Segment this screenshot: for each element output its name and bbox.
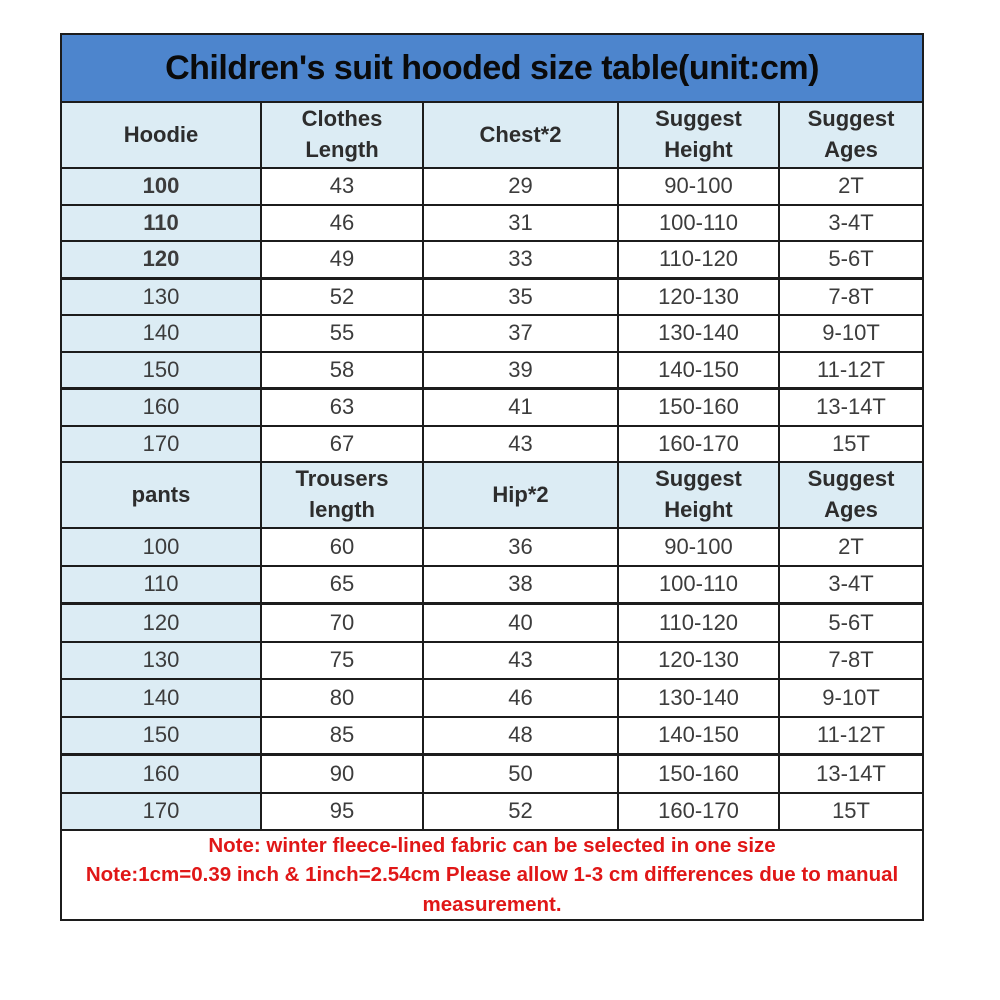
ages-cell: 2T	[779, 528, 923, 566]
length-cell: 67	[261, 426, 423, 463]
hip-cell: 43	[423, 642, 618, 680]
hoodie-header-row	[61, 102, 923, 168]
header-hoodie: Hoodie	[61, 102, 261, 168]
ages-cell: 5-6T	[779, 604, 923, 642]
size-chart	[60, 33, 922, 921]
ages-cell: 11-12T	[779, 352, 923, 389]
hip-cell: 36	[423, 528, 618, 566]
size-table	[60, 33, 924, 921]
chest-cell: 31	[423, 205, 618, 242]
pants-row-100	[61, 528, 923, 566]
size-cell: 100	[61, 528, 261, 566]
note-row	[61, 830, 923, 920]
header-trousers-length: Trousers length	[261, 462, 423, 528]
header-suggest-height: Suggest Height	[618, 462, 779, 528]
ages-cell: 15T	[779, 793, 923, 831]
header-suggest-ages: Suggest Ages	[779, 102, 923, 168]
size-cell: 150	[61, 717, 261, 755]
page-title: Children's suit hooded size table(unit:cm)	[61, 34, 923, 102]
pants-row-150	[61, 717, 923, 755]
height-cell: 110-120	[618, 604, 779, 642]
pants-row-140	[61, 679, 923, 717]
chest-cell: 41	[423, 389, 618, 426]
size-cell: 160	[61, 389, 261, 426]
height-cell: 140-150	[618, 352, 779, 389]
chest-cell: 39	[423, 352, 618, 389]
size-cell: 140	[61, 315, 261, 352]
height-cell: 90-100	[618, 168, 779, 205]
pants-row-130	[61, 642, 923, 680]
hoodie-row-170	[61, 426, 923, 463]
size-cell: 120	[61, 241, 261, 278]
hoodie-row-100	[61, 168, 923, 205]
height-cell: 160-170	[618, 793, 779, 831]
length-cell: 43	[261, 168, 423, 205]
ages-cell: 9-10T	[779, 679, 923, 717]
ages-cell: 3-4T	[779, 566, 923, 604]
ages-cell: 7-8T	[779, 642, 923, 680]
length-cell: 70	[261, 604, 423, 642]
header-hip: Hip*2	[423, 462, 618, 528]
chest-cell: 33	[423, 241, 618, 278]
ages-cell: 15T	[779, 426, 923, 463]
hip-cell: 38	[423, 566, 618, 604]
length-cell: 63	[261, 389, 423, 426]
ages-cell: 11-12T	[779, 717, 923, 755]
pants-row-160	[61, 755, 923, 793]
size-cell: 130	[61, 642, 261, 680]
pants-row-170	[61, 793, 923, 831]
length-cell: 55	[261, 315, 423, 352]
size-cell: 140	[61, 679, 261, 717]
length-cell: 75	[261, 642, 423, 680]
size-cell: 100	[61, 168, 261, 205]
pants-row-120	[61, 604, 923, 642]
chest-cell: 29	[423, 168, 618, 205]
header-suggest-height: Suggest Height	[618, 102, 779, 168]
hip-cell: 46	[423, 679, 618, 717]
height-cell: 100-110	[618, 205, 779, 242]
hoodie-row-140	[61, 315, 923, 352]
height-cell: 140-150	[618, 717, 779, 755]
length-cell: 49	[261, 241, 423, 278]
size-cell: 120	[61, 604, 261, 642]
ages-cell: 2T	[779, 168, 923, 205]
size-cell: 110	[61, 566, 261, 604]
header-suggest-ages: Suggest Ages	[779, 462, 923, 528]
length-cell: 58	[261, 352, 423, 389]
hoodie-row-110	[61, 205, 923, 242]
chest-cell: 43	[423, 426, 618, 463]
notes-block	[61, 830, 923, 920]
header-pants: pants	[61, 462, 261, 528]
height-cell: 130-140	[618, 679, 779, 717]
height-cell: 160-170	[618, 426, 779, 463]
ages-cell: 5-6T	[779, 241, 923, 278]
ages-cell: 3-4T	[779, 205, 923, 242]
hip-cell: 50	[423, 755, 618, 793]
length-cell: 65	[261, 566, 423, 604]
length-cell: 85	[261, 717, 423, 755]
note-fabric: Note: winter fleece-lined fabric can be selected in one size	[208, 834, 776, 857]
length-cell: 46	[261, 205, 423, 242]
height-cell: 130-140	[618, 315, 779, 352]
hoodie-row-160	[61, 389, 923, 426]
chest-cell: 35	[423, 278, 618, 315]
chest-cell: 37	[423, 315, 618, 352]
length-cell: 95	[261, 793, 423, 831]
height-cell: 100-110	[618, 566, 779, 604]
hip-cell: 40	[423, 604, 618, 642]
size-cell: 150	[61, 352, 261, 389]
length-cell: 60	[261, 528, 423, 566]
height-cell: 90-100	[618, 528, 779, 566]
note-measurement: Note:1cm=0.39 inch & 1inch=2.54cm Please allow 1-3 cm differences due to manual measurement.	[85, 863, 899, 916]
size-cell: 160	[61, 755, 261, 793]
pants-row-110	[61, 566, 923, 604]
ages-cell: 13-14T	[779, 755, 923, 793]
hip-cell: 48	[423, 717, 618, 755]
pants-header-row	[61, 462, 923, 528]
height-cell: 150-160	[618, 755, 779, 793]
size-cell: 130	[61, 278, 261, 315]
size-cell: 110	[61, 205, 261, 242]
ages-cell: 13-14T	[779, 389, 923, 426]
ages-cell: 7-8T	[779, 278, 923, 315]
header-clothes-length: Clothes Length	[261, 102, 423, 168]
header-chest: Chest*2	[423, 102, 618, 168]
length-cell: 80	[261, 679, 423, 717]
size-cell: 170	[61, 793, 261, 831]
hoodie-row-130	[61, 278, 923, 315]
length-cell: 52	[261, 278, 423, 315]
ages-cell: 9-10T	[779, 315, 923, 352]
hoodie-row-150	[61, 352, 923, 389]
length-cell: 90	[261, 755, 423, 793]
height-cell: 120-130	[618, 642, 779, 680]
height-cell: 120-130	[618, 278, 779, 315]
hip-cell: 52	[423, 793, 618, 831]
height-cell: 150-160	[618, 389, 779, 426]
height-cell: 110-120	[618, 241, 779, 278]
hoodie-row-120	[61, 241, 923, 278]
size-cell: 170	[61, 426, 261, 463]
title-row	[61, 34, 923, 102]
